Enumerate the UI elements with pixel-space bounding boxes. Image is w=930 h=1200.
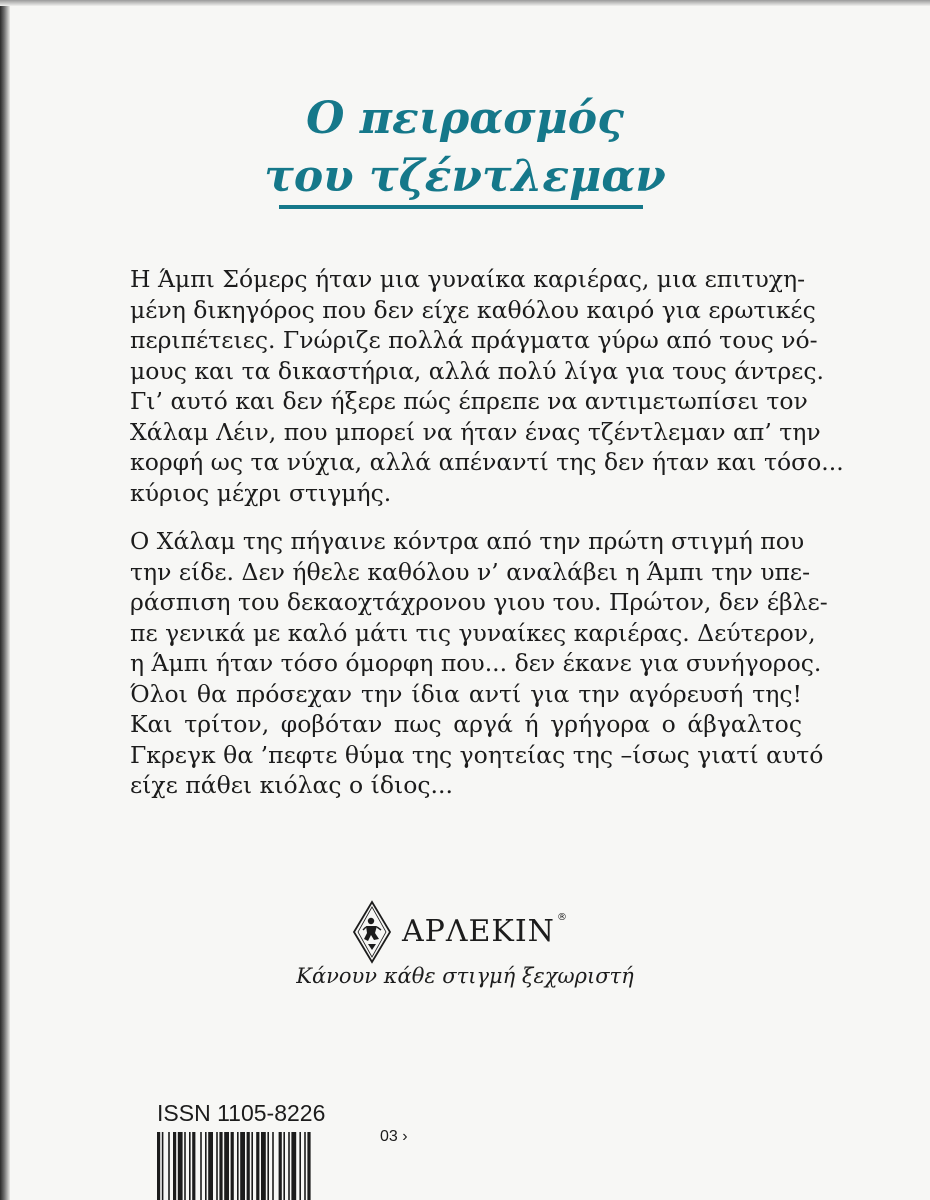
blurb-line: την είδε. Δεν ήθελε καθόλου ν’ αναλάβει η Άμπι την υπε-	[130, 557, 811, 586]
barcode-bar	[189, 1132, 191, 1200]
blurb-line: κορφή ως τα νύχια, αλλά απέναντί της δεν ήταν και τόσο...	[130, 448, 844, 476]
barcode-bar	[219, 1132, 222, 1200]
barcode-bar	[200, 1132, 202, 1200]
blurb-line: μένη δικηγόρος που δεν είχε καθόλου καιρό για ερωτικές	[130, 295, 816, 324]
blurb-line: Και τρίτον, φοβόταν πως αργά ή γρήγορα ο άβγαλτος	[130, 710, 802, 738]
blurb-line: Χάλαμ Λέιν, που μπορεί να ήταν ένας τζέντλεμαν απ’ την	[130, 417, 821, 446]
barcode-bar	[256, 1132, 259, 1200]
harlequin-diamond-icon	[352, 900, 392, 964]
barcode-bar	[291, 1132, 296, 1200]
barcode-bar	[224, 1132, 229, 1200]
barcode-bar	[178, 1132, 183, 1200]
blurb-line: ράσπιση του δεκαοχτάχρονου γιου του. Πρώτον, δεν έβλε-	[130, 588, 828, 616]
barcode-bar	[184, 1132, 186, 1200]
barcode	[155, 1132, 375, 1200]
blurb-line: κύριος μέχρι στιγμής.	[130, 478, 392, 507]
barcode-bar	[279, 1132, 282, 1200]
blurb-line: είχε πάθει κιόλας ο ίδιος...	[130, 771, 453, 799]
blurb-line: Ο Χάλαμ της πήγαινε κόντρα από την πρώτη στιγμή που	[130, 527, 805, 555]
barcode-bar	[231, 1132, 234, 1200]
top-edge	[0, 0, 930, 6]
barcode-bar	[157, 1132, 160, 1200]
barcode-bar	[247, 1132, 250, 1200]
blurb-line: Γκρεγκ θα ’πεφτε θύμα της γοητείας της –ίσως γιατί αυτό	[130, 740, 824, 769]
barcode-bar	[251, 1132, 253, 1200]
title-line-1: Ο πειρασμός	[306, 93, 624, 144]
barcode-bar	[173, 1132, 176, 1200]
barcode-bar	[272, 1132, 274, 1200]
publisher-logo	[352, 900, 567, 964]
blurb-line: μους και τα δικαστήρια, αλλά πολύ λίγα για τους άντρες.	[130, 356, 824, 385]
blurb-line: Όλοι θα πρόσεχαν την ίδια αντί για την αγόρευσή της!	[130, 679, 802, 708]
barcode-bar	[299, 1132, 301, 1200]
barcode-bar	[283, 1132, 285, 1200]
barcode-bar	[267, 1132, 269, 1200]
blurb-line: Γι’ αυτό και δεν ήξερε πώς έπρεπε να αντιμετωπίσει τον	[130, 387, 808, 415]
barcode-bar	[216, 1132, 218, 1200]
registered-mark: ®	[556, 912, 567, 923]
barcode-bar	[208, 1132, 213, 1200]
title-underline	[279, 205, 643, 209]
blurb-line: περιπέτειες. Γνώριζε πολλά πράγματα γύρω από τους νό-	[130, 326, 818, 354]
publisher-tagline: Κάνουν κάθε στιγμή ξεχωριστή	[296, 964, 634, 988]
barcode-addon-digits: 03	[380, 1128, 398, 1145]
blurb-paragraph-1	[130, 264, 844, 508]
publisher-name: ΑΡΛΕΚΙΝ	[402, 914, 555, 949]
barcode-bar	[192, 1132, 195, 1200]
issn-number: ISSN 1105-8226	[157, 1100, 326, 1126]
barcode-bar	[240, 1132, 245, 1200]
barcode-bar	[307, 1132, 310, 1200]
title-line-2: του τζέντλεμαν	[264, 151, 666, 202]
blurb-paragraph-2	[130, 526, 828, 801]
blurb-line: πε γενικά με καλό μάτι τις γυναίκες καριέρας. Δεύτερον,	[130, 618, 816, 647]
barcode-bar	[237, 1132, 239, 1200]
barcode-bar	[168, 1132, 170, 1200]
blurb-line: Η Άμπι Σόμερς ήταν μια γυναίκα καριέρας, μια επιτυχη-	[130, 265, 806, 293]
barcode-bar	[261, 1132, 266, 1200]
barcode-addon: 03 ›	[380, 1128, 408, 1145]
barcode-bar	[162, 1132, 164, 1200]
barcode-bar	[304, 1132, 306, 1200]
blurb-line: η Άμπι ήταν τόσο όμορφη που... δεν έκανε για συνήγορος.	[130, 649, 822, 677]
barcode-bar	[205, 1132, 207, 1200]
barcode-bar	[288, 1132, 290, 1200]
